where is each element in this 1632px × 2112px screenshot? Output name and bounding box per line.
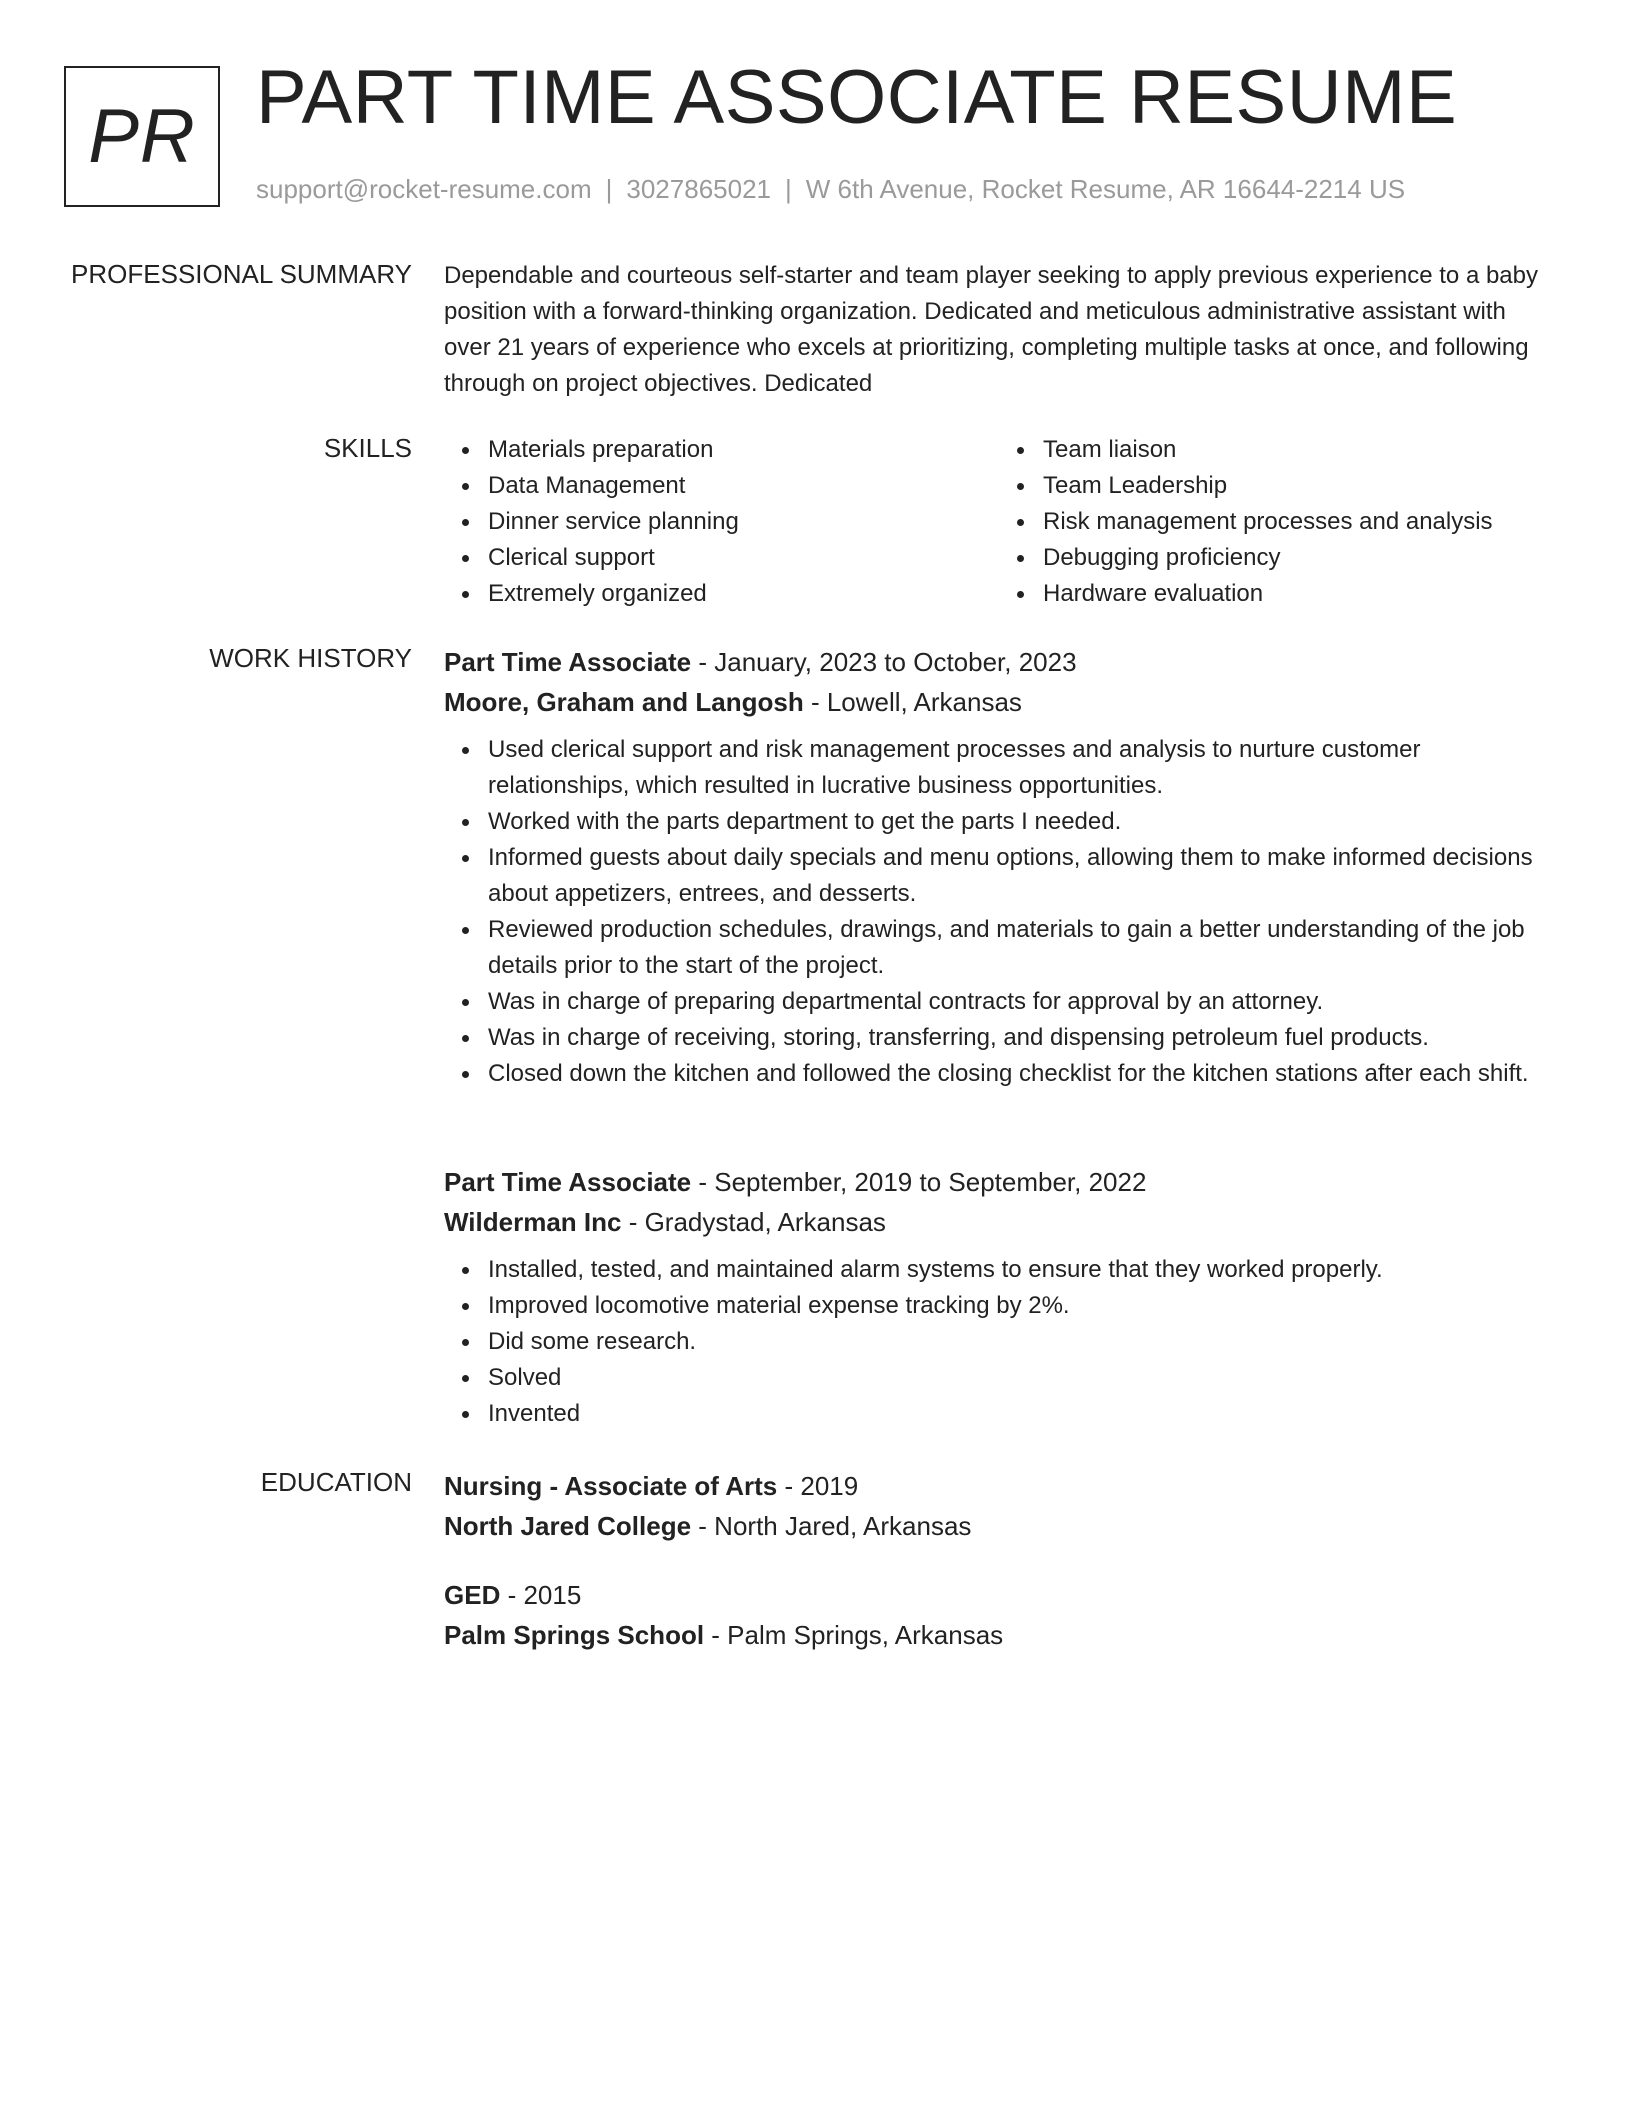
education-location: - Palm Springs, Arkansas: [704, 1620, 1004, 1650]
education-year: - 2015: [500, 1580, 582, 1610]
job-bullet: Used clerical support and risk management processes and analysis to nurture customer relationships, which resulted in lucrative business opportunities.: [488, 732, 1554, 804]
skill-item: Debugging proficiency: [1043, 540, 1554, 576]
job-dates: - September, 2019 to September, 2022: [691, 1167, 1147, 1197]
contact-email: support@rocket-resume.com: [256, 174, 592, 204]
job-title-line: [444, 1162, 1554, 1202]
education-degree: Nursing - Associate of Arts: [444, 1471, 778, 1501]
job-title-line: [444, 642, 1554, 682]
skills-list-right: [999, 432, 1554, 612]
job-company: Moore, Graham and Langosh: [444, 687, 804, 717]
contact-separator: |: [785, 174, 792, 204]
monogram-initials: PR: [88, 93, 196, 179]
skill-item: Dinner service planning: [488, 504, 999, 540]
skill-item: Risk management processes and analysis: [1043, 504, 1554, 540]
resume-title: PART TIME ASSOCIATE RESUME: [256, 55, 1458, 140]
skill-item: Data Management: [488, 468, 999, 504]
job-bullets: [444, 732, 1554, 1092]
education-location: - North Jared, Arkansas: [691, 1511, 972, 1541]
job-title: Part Time Associate: [444, 1167, 692, 1197]
job-bullets: [444, 1252, 1554, 1432]
skill-item: Team liaison: [1043, 432, 1554, 468]
education-school: Palm Springs School: [444, 1620, 705, 1650]
education-school: North Jared College: [444, 1511, 692, 1541]
job-bullet: Installed, tested, and maintained alarm systems to ensure that they worked properly.: [488, 1252, 1554, 1288]
skill-item: Hardware evaluation: [1043, 576, 1554, 612]
education-degree-line: [444, 1466, 1554, 1506]
job-company-line: [444, 1202, 1554, 1242]
section-label-education: EDUCATION: [260, 1467, 412, 1497]
contact-phone: 3027865021: [626, 174, 771, 204]
section-label-work: WORK HISTORY: [209, 643, 412, 673]
job-bullet: Worked with the parts department to get the parts I needed.: [488, 804, 1554, 840]
job-company-line: [444, 682, 1554, 722]
job-dates: - January, 2023 to October, 2023: [691, 647, 1077, 677]
skill-item: Team Leadership: [1043, 468, 1554, 504]
contact-line: [256, 174, 1405, 205]
section-label-skills: SKILLS: [323, 433, 412, 463]
job-bullet: Invented: [488, 1396, 1554, 1432]
skills-list-left: [444, 432, 999, 612]
job-title: Part Time Associate: [444, 647, 692, 677]
job-entry: [444, 642, 1554, 1092]
skills-body: [444, 432, 1554, 612]
education-school-line: [444, 1615, 1554, 1655]
education-degree: GED: [444, 1580, 501, 1610]
job-bullet: Solved: [488, 1360, 1554, 1396]
job-company: Wilderman Inc: [444, 1207, 622, 1237]
skill-item: Extremely organized: [488, 576, 999, 612]
education-entry: [444, 1575, 1554, 1655]
contact-separator: |: [605, 174, 613, 204]
job-bullet: Was in charge of receiving, storing, transferring, and dispensing petroleum fuel products.: [488, 1020, 1554, 1056]
job-bullet: Informed guests about daily specials and menu options, allowing them to make informed decisions about appetizers, entrees, and desserts.: [488, 840, 1554, 912]
job-bullet: Improved locomotive material expense tracking by 2%.: [488, 1288, 1554, 1324]
education-school-line: [444, 1506, 1554, 1546]
skill-item: Materials preparation: [488, 432, 999, 468]
summary-body: [444, 258, 1554, 402]
job-bullet: Did some research.: [488, 1324, 1554, 1360]
job-location: - Lowell, Arkansas: [803, 687, 1022, 717]
education-degree-line: [444, 1575, 1554, 1615]
section-label-summary: PROFESSIONAL SUMMARY: [71, 259, 412, 289]
job-location: - Gradystad, Arkansas: [621, 1207, 886, 1237]
monogram-box: [64, 66, 220, 207]
job-entry: [444, 1162, 1554, 1432]
contact-address: W 6th Avenue, Rocket Resume, AR 16644-2214 US: [805, 174, 1406, 204]
job-bullet: Reviewed production schedules, drawings, and materials to gain a better understanding of the job details prior to the start of the project.: [488, 912, 1554, 984]
skills-columns: [444, 432, 1554, 612]
skill-item: Clerical support: [488, 540, 999, 576]
education-entry: [444, 1466, 1554, 1546]
summary-text: Dependable and courteous self-starter and team player seeking to apply previous experience to a baby position with a forward-thinking organization. Dedicated and meticulous administrative assistant with over 21 years of experience who excels at prioritizing, completing multiple tasks at once, and following through on project objectives. Dedicated: [444, 262, 1539, 397]
job-bullet: Was in charge of preparing departmental contracts for approval by an attorney.: [488, 984, 1554, 1020]
job-bullet: Closed down the kitchen and followed the closing checklist for the kitchen stations after each shift.: [488, 1056, 1554, 1092]
education-year: - 2019: [777, 1471, 859, 1501]
